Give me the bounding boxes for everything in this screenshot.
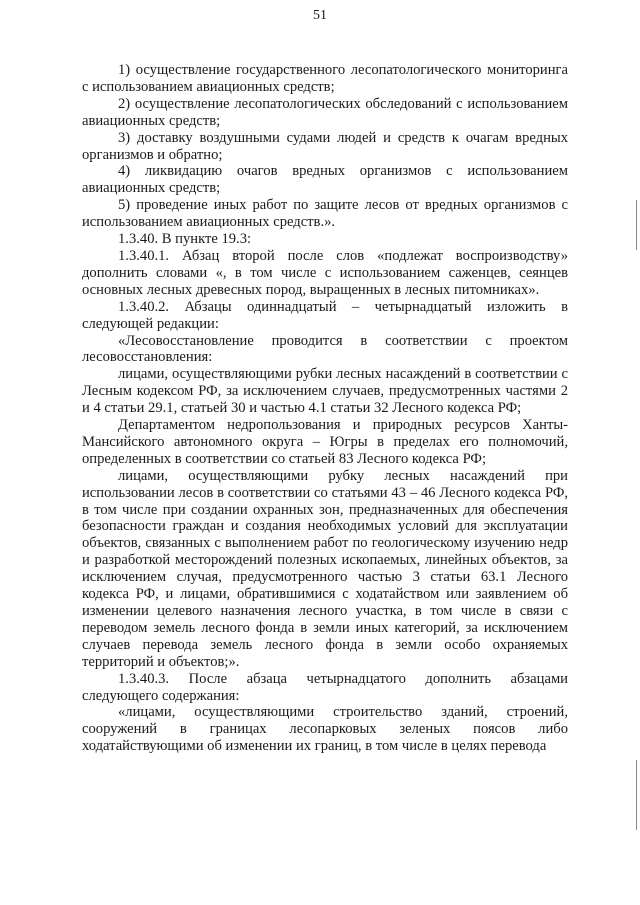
paragraph-6: 1.3.40. В пункте 19.3: [118,231,252,248]
paragraph-11: Департаментом недропользования и природных ресурсов Ханты-Мансийского автономного округа – Югры в пределах его полномочий, определенных в соответствии со статьей 83 Лесного кодекса РФ; [82,417,568,467]
scan-edge-mark [636,200,637,250]
paragraph-5: 5) проведение иных работ по защите лесов от вредных организмов с использованием авиационных средств.». [82,197,568,231]
paragraph-13: 1.3.40.3. После абзаца четырнадцатого дополнить абзацами следующего содержания: [82,670,568,704]
paragraph-3: 3) доставку воздушными судами людей и средств к очагам вредных организмов и обратно; [82,129,568,163]
page-number: 51 [313,8,327,23]
paragraph-12: лицами, осуществляющими рубку лесных насаждений при использовании лесов в соответствии со статьями 43 – 46 Лесного кодекса РФ, в том числе при создании охранных зон, предназначенных для обеспечения безопасности граждан и создания необходимых условий для эксплуатации объектов, связанных с выполнением работ по геологическому изучению недр и разработкой месторождений полезных ископаемых, линейных объектов, за исключением случая, предусмотренного частью 3 статьи 63.1 Лесного кодекса РФ, и лицами, обратившимися с ходатайством или заявлением об изменении целевого назначения лесного участка, в том числе в связи с переводом земель лесного фонда в земли иных категорий, за исключением случаев перевода земель лесного фонда в земли особо охраняемых территорий и объектов;». [82,467,568,670]
paragraph-9: «Лесовосстановление проводится в соответствии с проектом лесовосстановления: [82,332,568,366]
document-body [82,62,568,755]
paragraph-4: 4) ликвидацию очагов вредных организмов с использованием авиационных средств; [82,163,568,197]
paragraph-14: «лицами, осуществляющими строительство зданий, строений, сооружений в границах лесопарковых зеленых поясов либо ходатайствующими об изменении их границ, в том числе в целях перевода [82,704,568,755]
scan-edge-mark [636,760,637,830]
paragraph-8: 1.3.40.2. Абзацы одиннадцатый – четырнадцатый изложить в следующей редакции: [82,298,568,332]
paragraph-1: 1) осуществление государственного лесопатологического мониторинга с использованием авиационных средств; [82,62,568,95]
paragraph-2: 2) осуществление лесопатологических обследований с использованием авиационных средств; [82,95,568,129]
paragraph-10: лицами, осуществляющими рубки лесных насаждений в соответствии с Лесным кодексом РФ, за исключением случаев, предусмотренных частями 2 и 4 статьи 29.1, статьей 30 и частью 4.1 статьи 32 Лесного кодекса РФ; [82,366,568,417]
paragraph-7: 1.3.40.1. Абзац второй после слов «подлежат воспроизводству» дополнить словами «, в том числе с использованием саженцев, сеянцев основных лесных древесных пород, выращенных в лесных питомниках». [82,247,568,298]
